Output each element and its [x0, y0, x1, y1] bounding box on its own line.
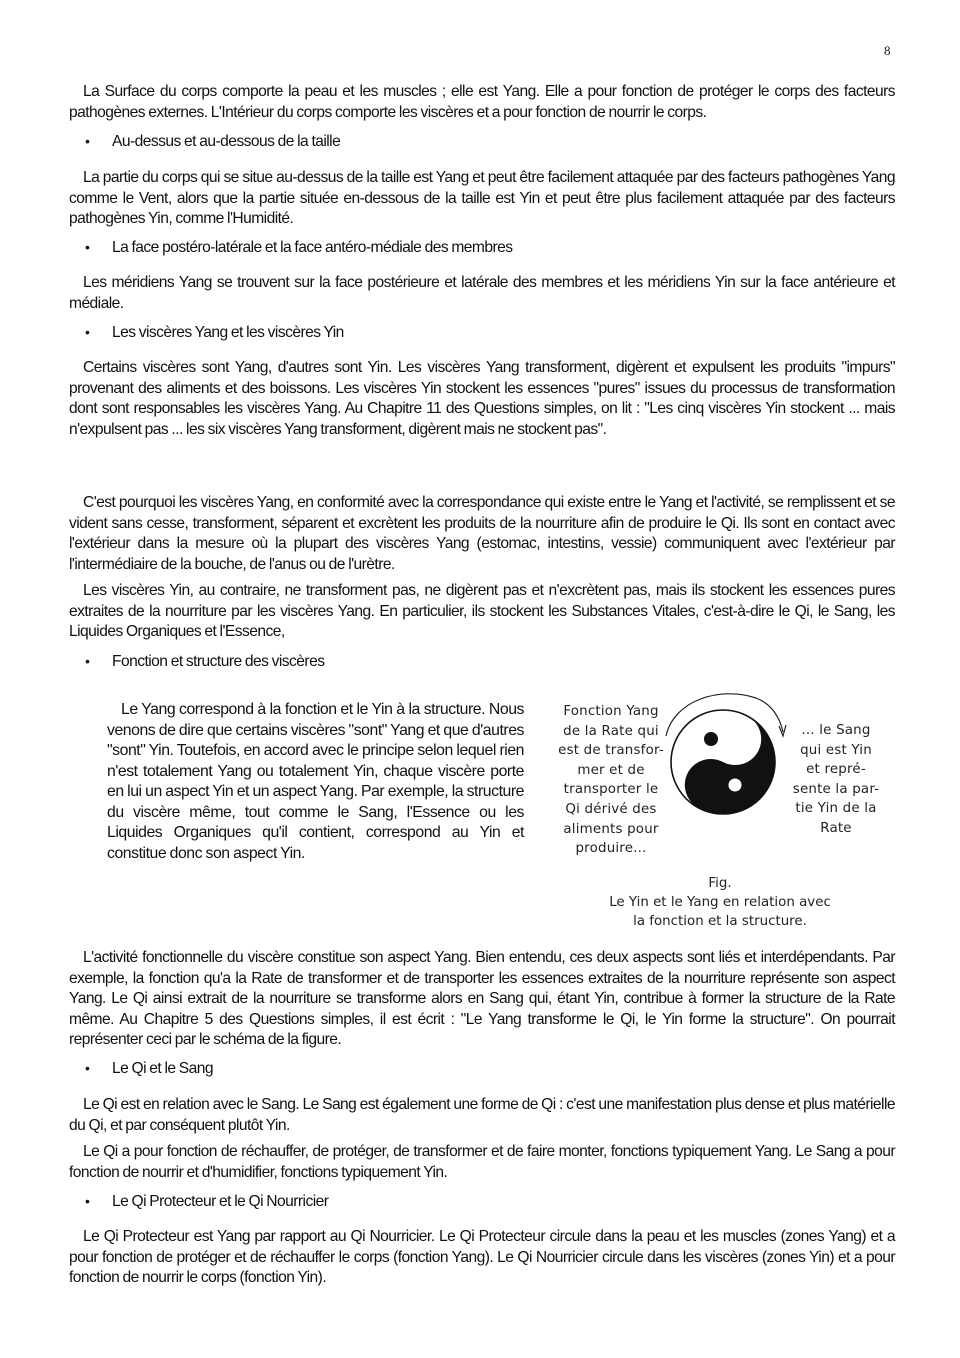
bullet-icon: • — [85, 1193, 90, 1209]
bullet-text: Le Qi et le Sang — [112, 1060, 214, 1077]
paragraph-activite-fonctionnelle: L'activité fonctionnelle du viscère constitue son aspect Yang. Bien entendu, ces deux aspects sont liés et interdépendants. Par exemple, la fonction qu'a la Rate de transformer et de transporter les essences extraites de la nourriture représente son aspect Yang. Le Qi ainsi extrait de la nourriture se transforme alors en Sang qui, étant Yin, contribue à former la structure de la Rate même. Au Chapitre 5 des Questions simples, il est écrit : "Le Yang transforme le Qi, le Yin forme la structure". On pourrait représenter ceci par le schéma de la figure. — [69, 949, 895, 1049]
figure-left-line: Fonction Yang — [563, 704, 659, 719]
figure-left-line: de la Rate qui — [563, 723, 659, 739]
paragraph-surface-interieur: La Surface du corps comporte la peau et les muscles ; elle est Yang. Elle a pour fonction de protéger le corps des facteurs pathogènes externes. L'Intérieur du corps comporte les viscères et a pour fonction de nourrir le corps. — [69, 83, 895, 121]
bullet-icon: • — [85, 133, 90, 149]
bullet-heading-membres — [85, 237, 513, 259]
figure-right-label — [786, 721, 886, 839]
paragraph-qi-sang: Le Qi est en relation avec le Sang. Le Sang est également une forme de Qi : c'est une manifestation plus dense et plus matérielle du Qi, et par conséquent plutôt Yin. — [69, 1096, 895, 1134]
paragraph-visceres-yin: Les viscères Yin, au contraire, ne transforment pas, ne digèrent pas et n'excrètent pas, mais ils stockent les essences pures extraites de la nourriture par les viscères Yang. En particulier, ils stockent les Substances Vitales, c'est-à-dire le Qi, le Sang, les Liquides Organiques et l'Essence, — [69, 582, 895, 641]
bullet-icon: • — [85, 239, 90, 255]
figure-left-line: aliments pour — [563, 821, 659, 837]
bullet-icon: • — [85, 324, 90, 340]
yin-dot — [729, 779, 742, 792]
figure-caption — [580, 874, 860, 931]
bullet-heading-visceres — [85, 322, 344, 344]
figure-right-line: Rate — [820, 820, 852, 836]
paragraph-taille: La partie du corps qui se situe au-dessus de la taille est Yang et peut être facilement attaquée par des facteurs pathogènes Yang comme le Vent, alors que la partie située en-dessous de la taille est Yin et peut être plus facilement attaquée par des facteurs pathogènes Yin, comme l'Humidité. — [69, 169, 895, 228]
paragraph-fonction-structure: Le Yang correspond à la fonction et le Yin à la structure. Nous venons de dire que certains viscères "sont" Yang et que d'autres "sont" Yin. Toutefois, en accord avec le principe selon lequel rien n'est totalement Yang ou totalement Yin, chaque viscère porte en lui un aspect Yin et un aspect Yang. Par exemple, la structure du viscère même, tout comme le Sang, l'Essence ou les Liquides Organiques qu'il contient, correspond au Yin et constitue donc son aspect Yin. — [107, 701, 524, 862]
figure-caption-label: Fig. — [708, 876, 732, 891]
figure-right-line: ... le Sang — [801, 723, 871, 738]
figure-caption-line: Le Yin et le Yang en relation avec — [609, 895, 831, 910]
figure-caption-line: la fonction et la structure. — [633, 914, 807, 929]
bullet-icon: • — [85, 1060, 90, 1076]
yin-yang-icon — [660, 690, 790, 820]
bullet-text: Fonction et structure des viscères — [112, 653, 325, 670]
paragraph-visceres-yang-yin: Certains viscères sont Yang, d'autres sont Yin. Les viscères Yang transforment, digèrent et expulsent les produits "impurs" provenant des aliments et des boissons. Les viscères Yin stockent les essences "pures" issues du processus de transformation dont sont responsables les viscères Yang. Au Chapitre 11 des Questions simples, on lit : "Les cinq viscères Yin stockent ... mais n'expulsent pas ... les six viscères Yang transforment, digèrent mais ne stockent pas". — [69, 359, 895, 438]
bullet-heading-taille — [85, 131, 340, 153]
page-number: 8 — [884, 43, 891, 58]
figure-yin-yang — [540, 690, 900, 940]
bullet-text: Les viscères Yang et les viscères Yin — [112, 324, 344, 341]
figure-right-line: tie Yin de la — [795, 801, 877, 817]
bullet-icon: • — [85, 653, 90, 669]
yang-dot — [704, 732, 718, 746]
bullet-heading-qi-protecteur — [85, 1191, 328, 1213]
figure-left-line: produire... — [575, 841, 647, 857]
figure-right-line: et repré- — [806, 762, 866, 778]
figure-left-line: est de transfor- — [558, 743, 664, 759]
figure-left-line: Qi dérivé des — [565, 801, 657, 817]
figure-left-line: transporter le — [563, 782, 659, 798]
bullet-text: Au-dessus et au-dessous de la taille — [112, 133, 341, 150]
figure-left-label — [546, 702, 676, 859]
bullet-heading-qi-sang — [85, 1058, 213, 1080]
bullet-text: La face postéro-latérale et la face antéro-médiale des membres — [112, 239, 513, 256]
bullet-heading-fonction-structure — [85, 651, 324, 673]
paragraph-fonctions-qi-sang: Le Qi a pour fonction de réchauffer, de protéger, de transformer et de faire monter, fonctions typiquement Yang. Le Sang a pour fonction de nourrir et d'humidifier, fonctions typiquement Yin. — [69, 1143, 895, 1181]
paragraph-visceres-yang: C'est pourquoi les viscères Yang, en conformité avec la correspondance qui existe entre le Yang et l'activité, se remplissent et se vident sans cesse, transforment, séparent et excrètent les produits de la nourriture afin de produire le Qi. Ils sont en contact avec l'extérieur dans la mesure où la plupart des viscères Yang (estomac, intestins, vessie) communiquent avec l'extérieur par l'intermédiaire de la bouche, de l'anus ou de l'urètre. — [69, 494, 895, 573]
figure-right-line: qui est Yin — [800, 742, 872, 758]
bullet-text: Le Qi Protecteur et le Qi Nourricier — [112, 1193, 329, 1210]
figure-right-line: sente la par- — [792, 781, 880, 797]
paragraph-meridiens: Les méridiens Yang se trouvent sur la face postérieure et latérale des membres et les méridiens Yin sur la face antérieure et médiale. — [69, 274, 895, 312]
figure-left-line: mer et de — [577, 762, 645, 778]
paragraph-qi-protecteur: Le Qi Protecteur est Yang par rapport au Qi Nourricier. Le Qi Protecteur circule dans la peau et les muscles (zones Yang) et a pour fonction de protéger et de réchauffer le corps (fonction Yang). Le Qi Nourricier circule dans les viscères (zones Yin) et a pour fonction de nourrir le corps (fonction Yin). — [69, 1228, 895, 1287]
